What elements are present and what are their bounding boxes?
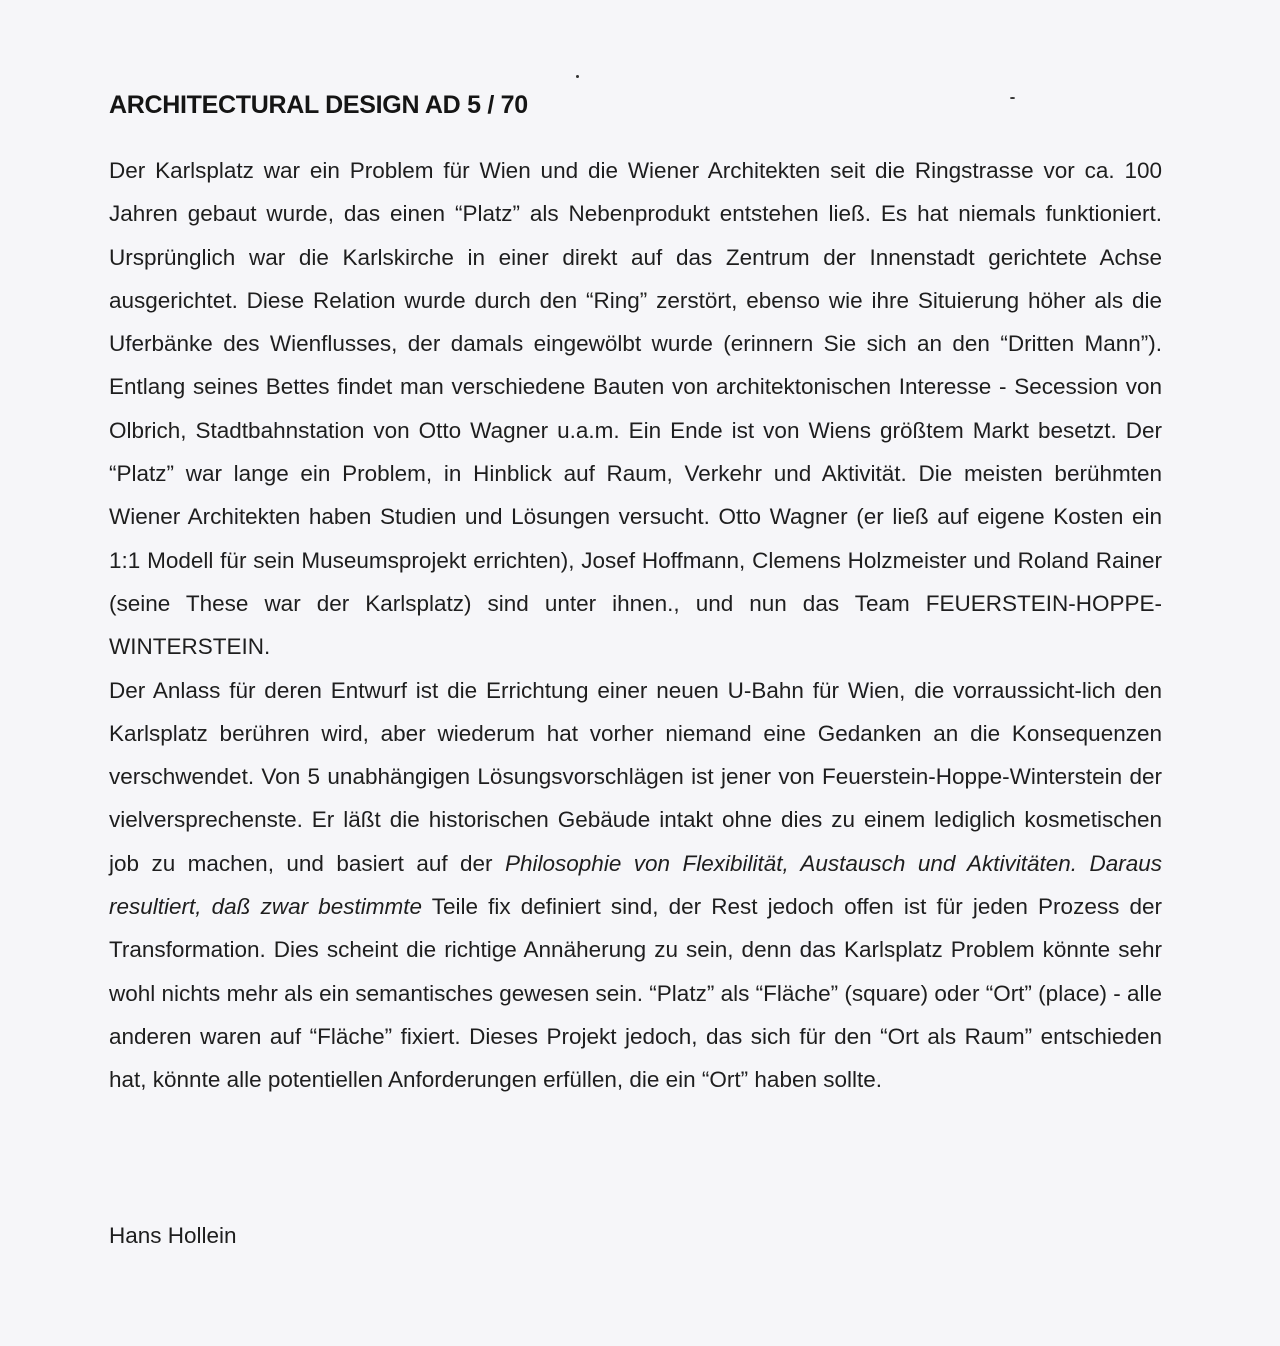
- paragraph-2: [109, 669, 1162, 1102]
- paragraph-2-italic: Philosophie von Flexibilität, Austausch und Aktivitäten. Daraus resultiert, daß zwar bestimmte: [109, 850, 1163, 920]
- scan-speck: [1010, 97, 1015, 99]
- scan-speck: [576, 75, 579, 78]
- paragraph-2-start: Der Anlass für deren Entwurf ist die Errichtung einer neuen U-Bahn für Wien, die vorraussicht-lich den Karlsplatz berühren wird, aber wiederum hat vorher niemand eine Gedanken an die Konsequenzen verschwendet. Von 5 unabhängigen Lösungsvorschlägen ist jener von Feuerstein-Hoppe-Winterstein der vielversprechenste. Er läßt die historischen Gebäude intakt ohne dies zu einem lediglich kosmetischen job zu machen, und basiert auf der: [109, 677, 1162, 876]
- document-body: [109, 149, 1162, 1102]
- author-signature: Hans Hollein: [109, 1223, 237, 1248]
- paragraph-1: Der Karlsplatz war ein Problem für Wien und die Wiener Architekten seit die Ringstrasse vor ca. 100 Jahren gebaut wurde, das einen “Platz” als Nebenprodukt entstehen ließ. Es hat niemals funktioniert. Ursprünglich war die Karlskirche in einer direkt auf das Zentrum der Innenstadt gerichtete Achse ausgerichtet. Diese Relation wurde durch den “Ring” zerstört, ebenso wie ihre Situierung höher als die Uferbänke des Wienflusses, der damals eingewölbt wurde (erinnern Sie sich an den “Dritten Mann”). Entlang seines Bettes findet man verschiedene Bauten von architektonischen Interesse - Secession von Olbrich, Stadtbahnstation von Otto Wagner u.a.m. Ein Ende ist von Wiens größtem Markt besetzt. Der “Platz” war lange ein Problem, in Hinblick auf Raum, Verkehr und Aktivität. Die meisten berühmten Wiener Architekten haben Studien und Lösungen versucht. Otto Wagner (er ließ auf eigene Kosten ein 1:1 Modell für sein Museumsprojekt errichten), Josef Hoffmann, Clemens Holzmeister und Roland Rainer (seine These war der Karlsplatz) sind unter ihnen., und nun das Team FEUERSTEIN-HOPPE-WINTERSTEIN.: [109, 158, 1162, 660]
- paragraph-2-end: Teile fix definiert sind, der Rest jedoch offen ist für jeden Prozess der Transformation. Dies scheint die richtige Annäherung zu sein, denn das Karlsplatz Problem könnte sehr wohl nichts mehr als ein semantisches gewesen sein. “Platz” als “Fläche” (square) oder “Ort” (place) - alle anderen waren auf “Fläche” fixiert. Dieses Projekt jedoch, das sich für den “Ort als Raum” entschieden hat, könnte alle potentiellen Anforderungen erfüllen, die ein “Ort” haben sollte.: [109, 894, 1162, 1093]
- document-title: ARCHITECTURAL DESIGN AD 5 / 70: [109, 91, 528, 119]
